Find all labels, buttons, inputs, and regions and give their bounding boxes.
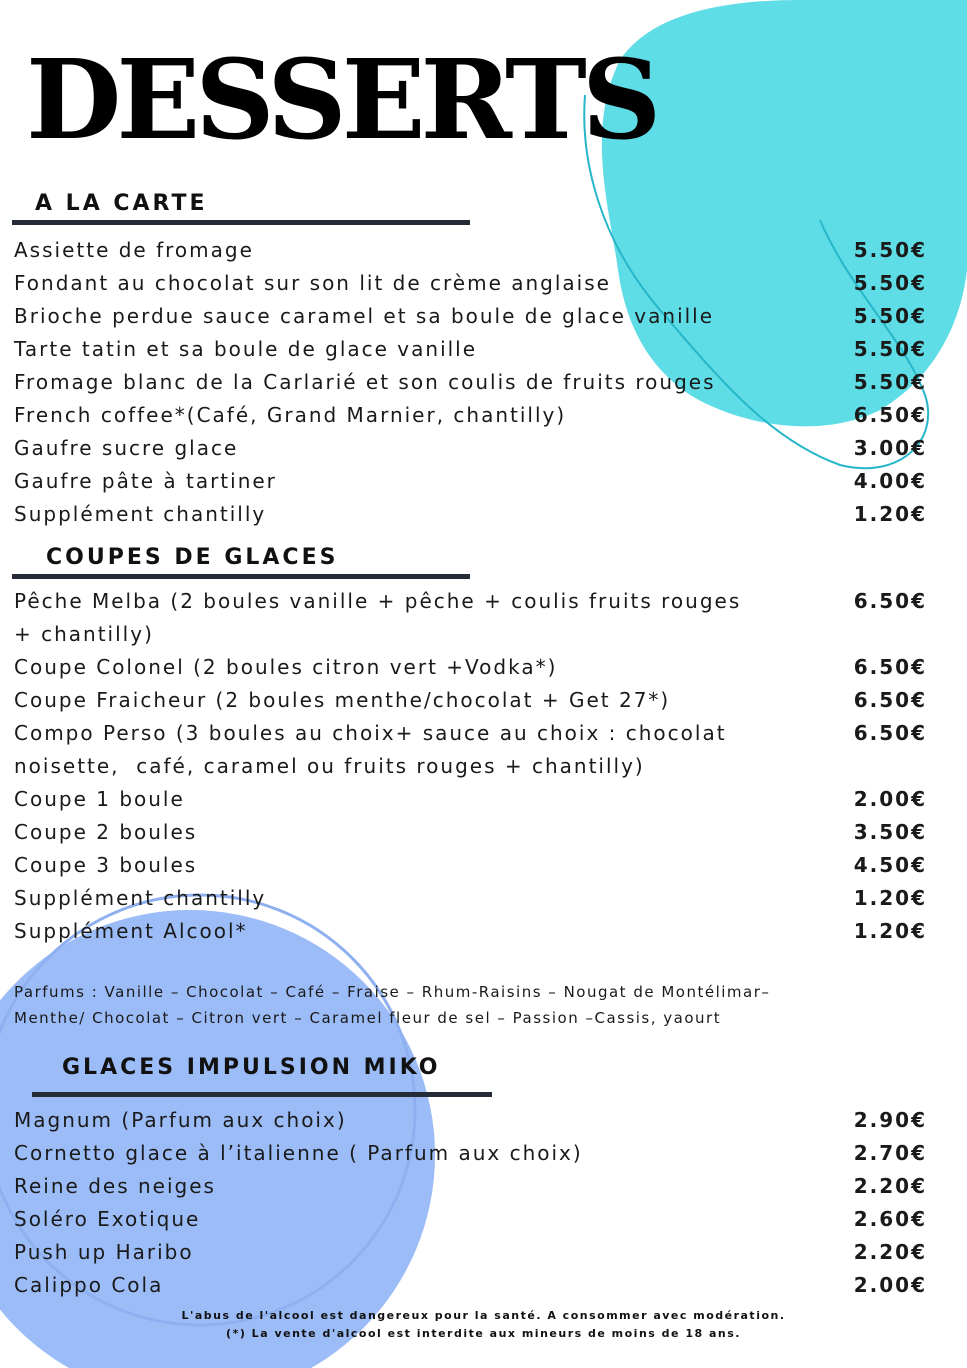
menu-item-name: Coupe Colonel (2 boules citron vert +Vodka*): [14, 655, 558, 679]
menu-item-name: Push up Haribo: [14, 1240, 194, 1264]
menu-item-price: 2.00€: [853, 1273, 927, 1297]
menu-item: [14, 717, 927, 783]
menu-item: [14, 399, 927, 432]
menu-item: [14, 585, 927, 651]
menu-item: [14, 849, 927, 882]
menu-item-name: Supplément chantilly: [14, 502, 267, 526]
menu-item-price: 1.20€: [853, 886, 927, 910]
menu-item-name: French coffee*(Café, Grand Marnier, chantilly): [14, 403, 567, 427]
menu-item: [14, 651, 927, 684]
menu-item-price: 5.50€: [853, 238, 927, 262]
menu-item-price: 1.20€: [853, 919, 927, 943]
menu-item: [14, 783, 927, 816]
menu-item: [14, 1269, 927, 1302]
menu-item-price: 5.50€: [853, 337, 927, 361]
menu-item-price: 1.20€: [853, 502, 927, 526]
menu-item: [14, 1236, 927, 1269]
menu-item: [14, 1137, 927, 1170]
menu-item-name: Cornetto glace à l’italienne ( Parfum aux choix): [14, 1141, 583, 1165]
menu-item-name: Soléro Exotique: [14, 1207, 201, 1231]
menu-item: [14, 1203, 927, 1236]
menu-item-price: 3.00€: [853, 436, 927, 460]
menu-item-price: 2.70€: [853, 1141, 927, 1165]
menu-item-name: Supplément Alcool*: [14, 919, 248, 943]
section-divider: [12, 220, 470, 225]
alcohol-warning: L'abus de l'alcool est dangereux pour la santé. A consommer avec modération.: [181, 1309, 786, 1322]
menu-item-name: Fondant au chocolat sur son lit de crème anglaise: [14, 271, 611, 295]
menu-item-name: Brioche perdue sauce caramel et sa boule de glace vanille: [14, 304, 715, 328]
menu-item-price: 6.50€: [853, 688, 927, 712]
menu-item-name: Compo Perso (3 boules au choix+ sauce au choix : chocolat noisette, café, caramel ou fruits rouges + chantilly): [14, 721, 727, 778]
menu-item-name: Coupe Fraicheur (2 boules menthe/chocolat + Get 27*): [14, 688, 671, 712]
menu-item-name: Calippo Cola: [14, 1273, 164, 1297]
menu-item-name: Supplément chantilly: [14, 886, 267, 910]
menu-item-name: Fromage blanc de la Carlarié et son coulis de fruits rouges: [14, 370, 716, 394]
menu-item: [14, 882, 927, 915]
section-heading-glaces-impulsion-miko: GLACES IMPULSION MIKO: [62, 1055, 441, 1080]
menu-item: [14, 234, 927, 267]
ice-cream-flavors: Parfums : Vanille – Chocolat – Café – Fraise – Rhum-Raisins – Nougat de Montélimar– Menthe/ Chocolat – Citron vert – Caramel fleur de sel – Passion –Cassis, yaourt: [14, 983, 771, 1027]
menu-item-name: Coupe 2 boules: [14, 820, 198, 844]
menu-item: [14, 465, 927, 498]
menu-item-name: Tarte tatin et sa boule de glace vanille: [14, 337, 478, 361]
menu-item: [14, 684, 927, 717]
menu-item-price: 2.20€: [853, 1240, 927, 1264]
menu-item: [14, 1170, 927, 1203]
age-restriction-notice: (*) La vente d'alcool est interdite aux mineurs de moins de 18 ans.: [226, 1327, 741, 1340]
menu-item-name: Gaufre sucre glace: [14, 436, 239, 460]
menu-item: [14, 915, 927, 948]
menu-item-name: Reine des neiges: [14, 1174, 216, 1198]
menu-item: [14, 816, 927, 849]
menu-item-price: 4.50€: [853, 853, 927, 877]
menu-item: [14, 432, 927, 465]
menu-item-price: 4.00€: [853, 469, 927, 493]
menu-item: [14, 1104, 927, 1137]
menu-item-price: 5.50€: [853, 304, 927, 328]
menu-item-price: 5.50€: [853, 370, 927, 394]
menu-item-name: Gaufre pâte à tartiner: [14, 469, 277, 493]
menu-item-price: 6.50€: [853, 403, 927, 427]
menu-item-name: Coupe 3 boules: [14, 853, 198, 877]
menu-item-price: 2.20€: [853, 1174, 927, 1198]
menu-item-price: 6.50€: [853, 655, 927, 679]
menu-item-price: 3.50€: [853, 820, 927, 844]
menu-item-price: 2.90€: [853, 1108, 927, 1132]
menu-item: [14, 300, 927, 333]
menu-item: [14, 366, 927, 399]
section-divider: [12, 574, 470, 579]
menu-item-price: 5.50€: [853, 271, 927, 295]
menu-item-price: 6.50€: [853, 589, 927, 613]
menu-item-name: Coupe 1 boule: [14, 787, 185, 811]
section-heading-a-la-carte: A LA CARTE: [35, 191, 208, 216]
menu-item: [14, 267, 927, 300]
menu-item-name: Magnum (Parfum aux choix): [14, 1108, 347, 1132]
menu-item-price: 6.50€: [853, 721, 927, 745]
menu-item: [14, 498, 927, 531]
section-divider: [32, 1092, 492, 1097]
menu-item-name: Pêche Melba (2 boules vanille + pêche + coulis fruits rouges + chantilly): [14, 589, 742, 646]
section-heading-coupes-de-glaces: COUPES DE GLACES: [46, 545, 339, 570]
menu-item-price: 2.00€: [853, 787, 927, 811]
menu-item-name: Assiette de fromage: [14, 238, 254, 262]
menu-item-price: 2.60€: [853, 1207, 927, 1231]
page-title: DESSERTS: [26, 35, 657, 164]
menu-item: [14, 333, 927, 366]
